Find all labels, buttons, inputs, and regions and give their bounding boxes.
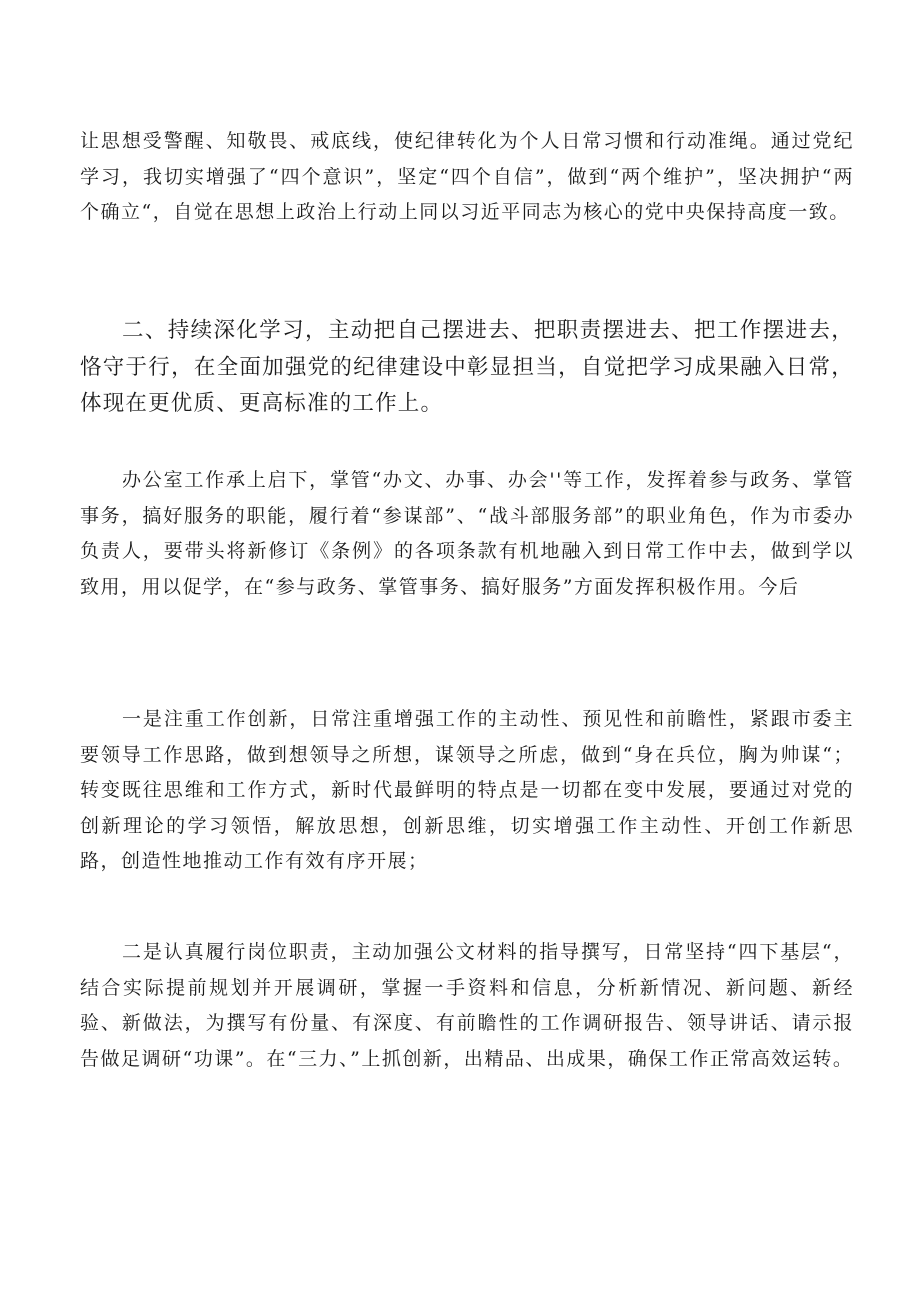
paragraph-continuation: 让思想受警醒、知敬畏、戒底线，使纪律转化为个人日常习惯和行动准绳。通过党纪学习，我切实增强了“四个意识”，坚定“四个自信”，做到“两个维护”，坚决拥护“两个确立“，自觉在思想上政治上行动上同以习近平同志为核心的党中央保持高度一致。 <box>80 130 854 224</box>
office-work-paragraph: 办公室工作承上启下，掌管“办文、办事、办会''等工作，发挥着参与政务、掌管事务，搞好服务的职能，履行着“参谋部”、“战斗部服务部”的职业角色，作为市委办负责人，要带头将新修订《条例》的各项条款有机地融入到日常工作中去，做到学以致用，用以促学，在“参与政务、掌管事务、搞好服务”方面发挥积极作用。今后 <box>80 469 854 598</box>
item-one-paragraph: 一是注重工作创新，日常注重增强工作的主动性、预见性和前瞻性，紧跟市委主要领导工作思路，做到想领导之所想，谋领导之所虑，做到“身在兵位，胸为帅谋“；转变既往思维和工作方式，新时代最鲜明的特点是一切都在变中发展，要通过对党的创新理论的学习领悟，解放思想，创新思维，切实增强工作主动性、开创工作新思路，创造性地推动工作有效有序开展； <box>80 708 854 873</box>
section-heading-paragraph: 二、持续深化学习，主动把自己摆进去、把职责摆进去、把工作摆进去，恪守于行，在全面加强党的纪律建设中彰显担当，自觉把学习成果融入日常，体现在更优质、更高标准的工作上。 <box>80 318 854 416</box>
item-two-paragraph: 二是认真履行岗位职责，主动加强公文材料的指导撰写，日常坚持“四下基层“，结合实际提前规划并开展调研，掌握一手资料和信息，分析新情况、新问题、新经验、新做法，为撰写有份量、有深度、有前瞻性的工作调研报告、领导讲话、请示报告做足调研“功课”。在“三力、”上抓创新，出精品、出成果，确保工作正常高效运转。 <box>80 941 854 1070</box>
